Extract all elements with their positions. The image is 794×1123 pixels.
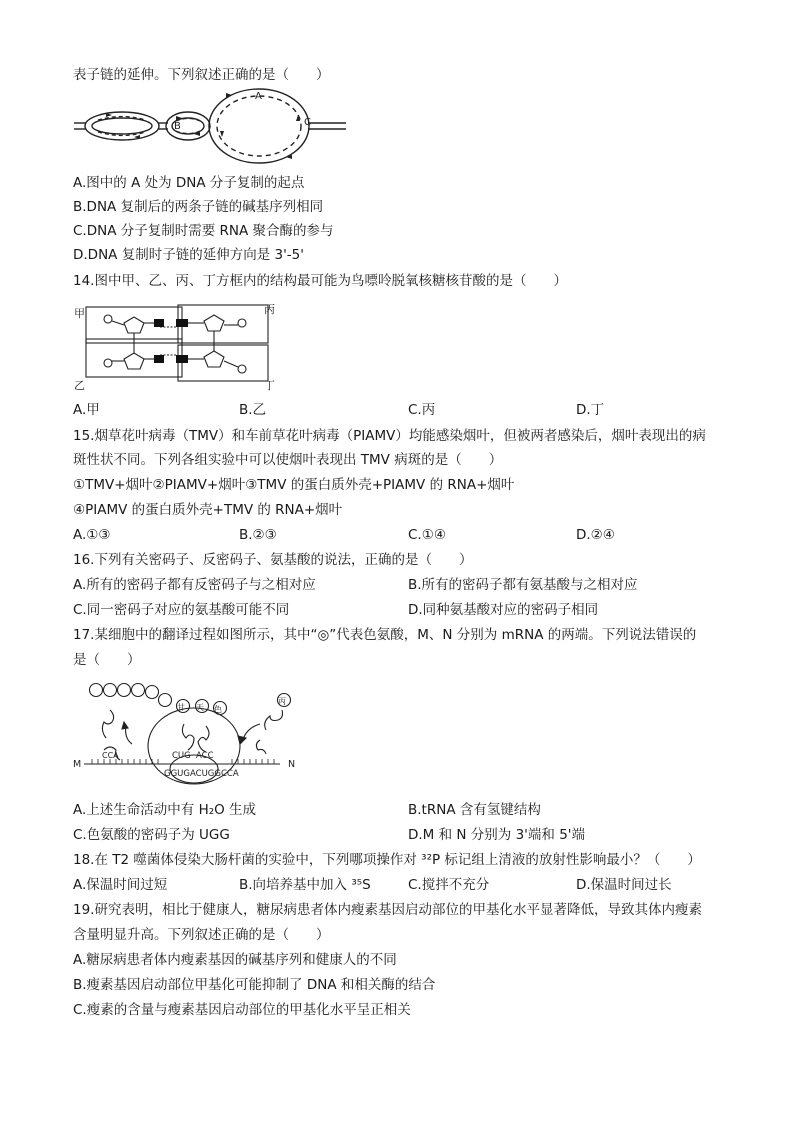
- q18-option-a: A.保温时间过短: [73, 877, 168, 893]
- q15-stem-line-2: 斑性状不同。下列各组实验中可以使烟叶表现出 TMV 病斑的是（ ）: [73, 452, 503, 468]
- q18-option-d: D.保温时间过长: [576, 877, 672, 893]
- q15-option-b: B.②③: [239, 527, 277, 543]
- q13-option-a: A.图中的 A 处为 DNA 分子复制的起点: [73, 175, 305, 191]
- label-anticodon-1: CUG: [172, 751, 191, 761]
- q16-option-a: A.所有的密码子都有反密码子与之相对应: [73, 577, 316, 593]
- q15-stem-line-3: ①TMV+烟叶②PIAMV+烟叶③TMV 的蛋白质外壳+PIAMV 的 RNA+烟叶: [73, 477, 515, 493]
- q17-stem-line-1: 17.某细胞中的翻译过程如图所示，其中“◎”代表色氨酸，M、N 分别为 mRNA 的两端。下列说法错误的: [73, 627, 697, 643]
- label-a: A: [255, 91, 262, 102]
- nucleotide-figure: [72, 301, 278, 393]
- q14-option-d: D.丁: [576, 402, 605, 418]
- q14-stem: 14.图中甲、乙、丙、丁方框内的结构最可能为鸟嘌呤脱氧核糖核苷酸的是（ ）: [73, 273, 567, 289]
- q19-stem-line-2: 含量明显升高。下列叙述正确的是（ ）: [73, 927, 330, 943]
- label-gan: 甘: [177, 703, 185, 712]
- label-b: B: [174, 121, 181, 132]
- q15-options: [73, 526, 733, 544]
- q14-options: [73, 401, 733, 419]
- q17-option-c: C.色氨酸的密码子为 UGG: [73, 827, 230, 843]
- q13-option-d: D.DNA 复制时子链的延伸方向是 3'-5': [73, 247, 304, 263]
- label-bing-aa: 丙: [278, 697, 286, 706]
- label-se: 色: [214, 705, 222, 714]
- q15-option-c: C.①④: [408, 527, 446, 543]
- label-anticodon-2: ACC: [196, 751, 214, 761]
- q17-option-d: D.M 和 N 分别为 3'端和 5'端: [408, 827, 585, 843]
- label-mrna: GGUGACUGGCCA: [164, 769, 239, 779]
- label-c: C: [304, 117, 311, 128]
- label-bing: 丙: [264, 303, 275, 316]
- q16-option-b: B.所有的密码子都有氨基酸与之相对应: [408, 577, 638, 593]
- q18-options: [73, 876, 733, 894]
- q19-option-a: A.糖尿病患者体内瘦素基因的碱基序列和健康人的不同: [73, 952, 397, 968]
- q17-option-b: B.tRNA 含有氢键结构: [408, 802, 541, 818]
- q14-option-a: A.甲: [73, 402, 100, 418]
- label-n: N: [288, 759, 296, 770]
- q16-options-row-2: [73, 601, 733, 619]
- label-yi: 乙: [74, 379, 85, 392]
- q18-option-c: C.搅拌不充分: [408, 877, 490, 893]
- q13-option-b: B.DNA 复制后的两条子链的碱基序列相同: [73, 199, 324, 215]
- q16-option-d: D.同种氨基酸对应的密码子相同: [408, 602, 599, 618]
- q18-stem: 18.在 T2 噬菌体侵染大肠杆菌的实验中，下列哪项操作对 ³²P 标记组上清液的放射性影响最小？（ ）: [73, 852, 701, 868]
- q17-options-row-1: [73, 801, 733, 819]
- q13-stem-tail: 表子链的延伸。下列叙述正确的是（ ）: [73, 67, 330, 83]
- q18-option-b: B.向培养基中加入 ³⁵S: [239, 877, 371, 893]
- label-cca: CCA: [102, 751, 119, 760]
- q16-stem: 16.下列有关密码子、反密码子、氨基酸的说法，正确的是（ ）: [73, 552, 473, 568]
- q16-option-c: C.同一密码子对应的氨基酸可能不同: [73, 602, 290, 618]
- q14-option-b: B.乙: [239, 402, 267, 418]
- q17-options-row-2: [73, 826, 733, 844]
- q19-stem-line-1: 19.研究表明，相比于健康人，糖尿病患者体内瘦素基因启动部位的甲基化水平显著降低，导致其体内瘦素: [73, 902, 702, 918]
- label-m: M: [73, 759, 82, 770]
- q13-option-c: C.DNA 分子复制时需要 RNA 聚合酶的参与: [73, 223, 334, 239]
- q19-option-b: B.瘦素基因启动部位甲基化可能抑制了 DNA 和相关酶的结合: [73, 977, 436, 993]
- q15-stem-line-1: 15.烟草花叶病毒（TMV）和车前草花叶病毒（PIAMV）均能感染烟叶，但被两者感染后，烟叶表现出的病: [73, 428, 706, 444]
- q14-option-c: C.丙: [408, 402, 436, 418]
- label-tian: 天: [196, 703, 204, 712]
- translation-figure: [72, 678, 306, 790]
- label-ding: 丁: [264, 379, 275, 392]
- q19-option-c: C.瘦素的含量与瘦素基因启动部位的甲基化水平呈正相关: [73, 1002, 411, 1018]
- q16-options-row-1: [73, 576, 733, 594]
- q15-option-d: D.②④: [576, 527, 615, 543]
- q17-stem-line-2: 是（ ）: [73, 652, 141, 668]
- label-jia: 甲: [74, 307, 85, 320]
- q17-option-a: A.上述生命活动中有 H₂O 生成: [73, 802, 257, 818]
- dna-replication-figure: [72, 85, 352, 169]
- q15-option-a: A.①③: [73, 527, 111, 543]
- q15-stem-line-4: ④PIAMV 的蛋白质外壳+TMV 的 RNA+烟叶: [73, 502, 343, 518]
